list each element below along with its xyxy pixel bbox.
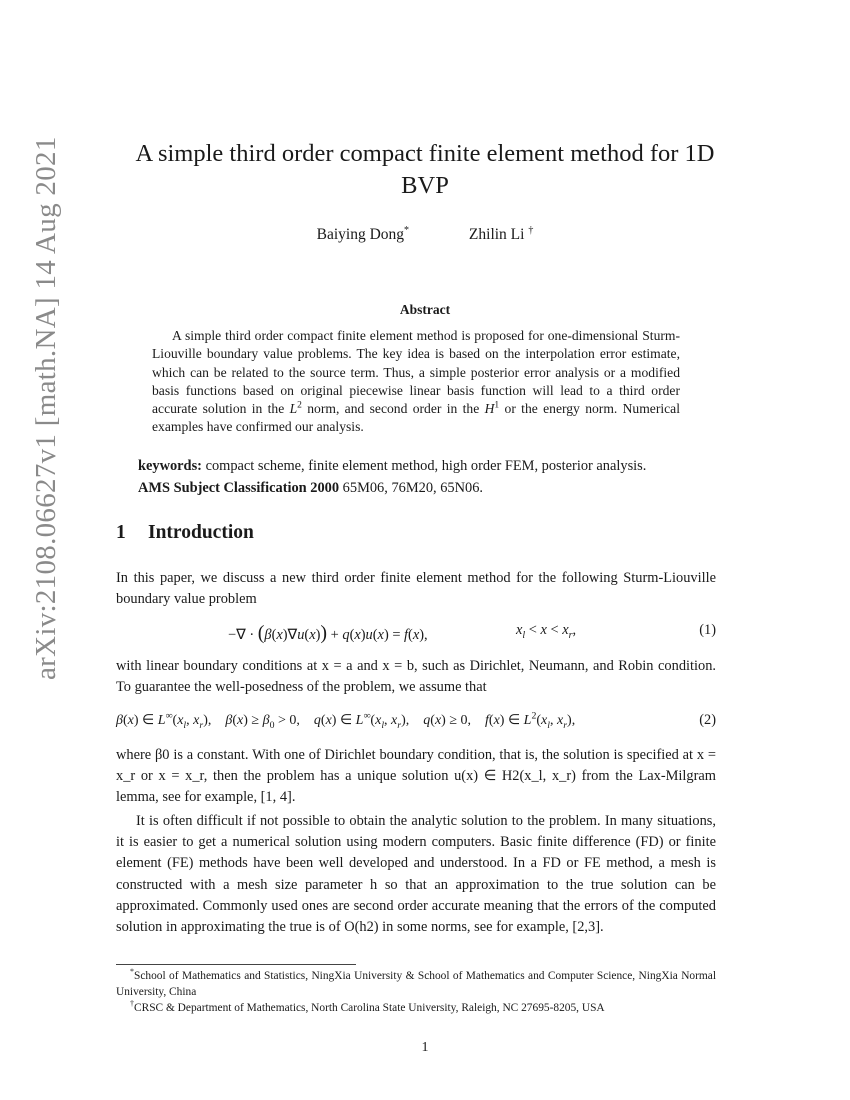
equation-number: (1): [699, 622, 716, 638]
footnote-affiliation-2: †CRSC & Department of Mathematics, North Carolina State University, Raleigh, NC 27695-8205, USA: [130, 999, 605, 1014]
footnote-affiliation-1: *School of Mathematics and Statistics, NingXia University & School of Mathematics and Computer Science, NingXia Normal University, China: [116, 967, 716, 998]
equation-1: [116, 622, 716, 646]
footnote-divider: [116, 964, 356, 965]
abstract-heading: Abstract: [399, 302, 451, 317]
footnote-mark: †: [528, 224, 534, 236]
keywords-line: keywords: compact scheme, finite element method, high order FEM, posterior analysis.: [138, 458, 647, 474]
intro-paragraph-1: In this paper, we discuss a new third order finite element method for the following Sturm-Liouville boundary value problem: [116, 570, 716, 608]
intro-paragraph-4: It is often difficult if not possible to obtain the analytic solution to the problem. In many situations, it is easier to get a numerical solution using modern computers. Basic finite difference (FD) or finite element (FE) methods have been well developed and understood. In a FD or FE method, a mesh is constructed with a mesh size parameter h so that an approximation to the true solution can be approximated. Commonly used ones are second order accurate meaning that the errors of the computed solution in approximating the true is of O(h2) in some norms, see for example, [2,3].: [116, 813, 716, 936]
author: Baiying Dong*: [316, 224, 410, 243]
equation-number: (2): [699, 712, 716, 728]
arxiv-stamp: [8, 136, 62, 680]
page-number: 1: [421, 1040, 429, 1055]
footnotes: [116, 968, 716, 1016]
equation-2-expression: β(x) ∈ $L^\infty(x_l$, $x_r$), $\beta(x) \ge \beta_0 > 0$, q(x) ∈ $L^\infty(x_l$, $x_r$), q(x) ≥ 0, f(x) ∈ $L^2(x_l$, $x_r$),: [116, 710, 576, 731]
author-list: [0, 226, 850, 244]
abstract-body: A simple third order compact finite element method is proposed for one-dimensional Sturm-Liouville boundary value problems. The key idea is based on the interpolation error estimate, which can be related to the source term. Thus, a simple posterior error analysis or a modified basis functions based on original piecewise linear basis function will lead to a third order accurate solution in the $L^2$ norm, and second order in the $H^1$ or the energy norm. Numerical examples have confirmed our analysis.: [152, 328, 680, 435]
intro-paragraph-3: where β0 is a constant. With one of Dirichlet boundary condition, that is, the solution is specified at x = x_r or x = x_r, then the problem has a unique solution u(x) ∈ H2(x_l, x_r) from the Lax-Milgram lemma, see for example, [1, 4].: [116, 747, 716, 806]
footnote-mark: *: [404, 224, 410, 236]
equation-1-domain: $x_l < x < x_r$,: [516, 622, 577, 641]
keywords-block: [138, 455, 718, 499]
paper-title: A simple third order compact finite element method for 1D BVP: [135, 140, 715, 199]
section-heading: 1 Introduction: [116, 522, 254, 543]
arxiv-identifier: arXiv:2108.06627v1 [math.NA] 14 Aug 2021: [30, 136, 62, 680]
equation-2: [116, 712, 716, 736]
ams-classification-line: AMS Subject Classification 2000 65M06, 76M20, 65N06.: [138, 480, 483, 496]
equation-1-expression: −∇ · (β(x)∇u(x)) + q(x)u(x) = f(x),: [228, 622, 428, 644]
author: Zhilin Li †: [468, 224, 534, 243]
intro-paragraph-2: with linear boundary conditions at x = a and x = b, such as Dirichlet, Neumann, and Robin condition. To guarantee the well-posedness of the problem, we assume that: [116, 658, 716, 696]
